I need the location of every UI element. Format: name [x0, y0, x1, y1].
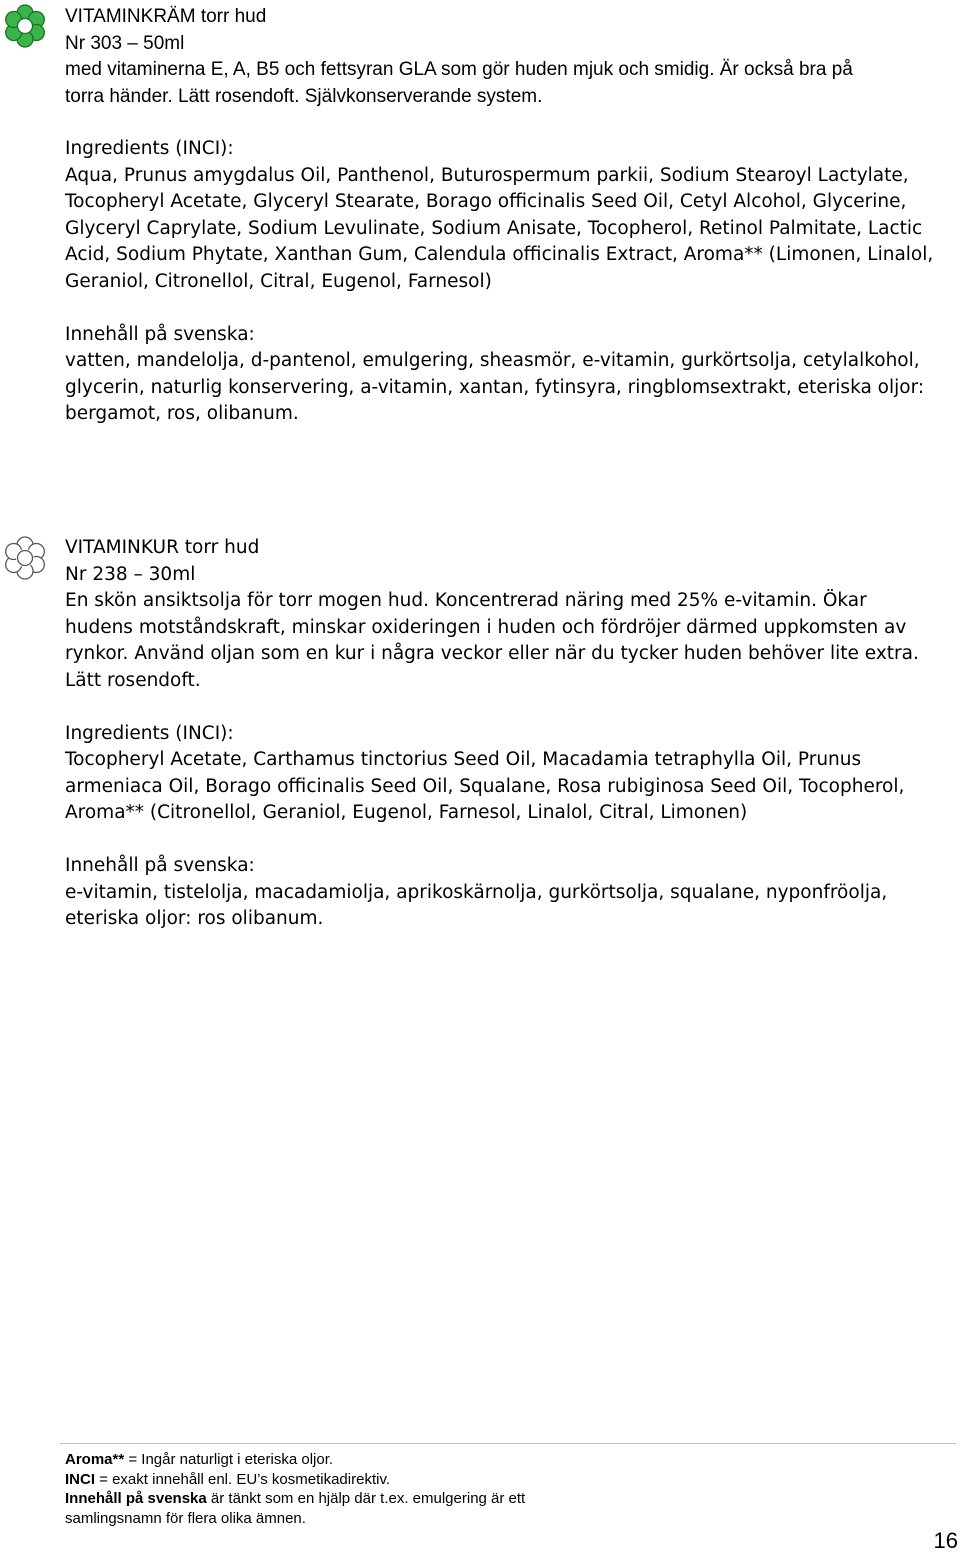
- footnote-text: samlingsnamn för flera olika ämnen.: [65, 1509, 306, 1527]
- description-line: En skön ansiktsolja för torr mogen hud. Koncentrerad näring med 25% e-vitamin. Ökar: [65, 590, 867, 611]
- ingredients-line: Aqua, Prunus amygdalus Oil, Panthenol, Buturospermum parkii, Sodium Stearoyl Lactylate,: [65, 164, 909, 186]
- description-line: torra händer. Lätt rosendoft. Självkonserverande system.: [65, 85, 543, 107]
- swedish-line: bergamot, ros, olibanum.: [65, 403, 299, 424]
- product-number: Nr 303 – 50ml: [65, 32, 185, 54]
- footnote-text: = Ingår naturligt i eteriska oljor.: [124, 1451, 334, 1468]
- footnote-term: INCI: [65, 1470, 95, 1488]
- ingredients-line: Acid, Sodium Phytate, Xanthan Gum, Calendula officinalis Extract, Aroma** (Limonen, Linalol,: [65, 244, 934, 265]
- ingredients-line: Tocopheryl Acetate, Glyceryl Stearate, Borago officinalis Seed Oil, Cetyl Alcohol, Glycerine,: [65, 191, 907, 212]
- product-title: VITAMINKUR torr hud: [65, 537, 260, 558]
- product-number: Nr 238 – 30ml: [65, 563, 196, 585]
- ingredients-heading: Ingredients (INCI):: [65, 722, 234, 744]
- footnote-svenska: [65, 1489, 665, 1509]
- flower-filled-icon: [2, 3, 48, 49]
- product-title: VITAMINKRÄM torr hud: [65, 6, 267, 27]
- swedish-line: e-vitamin, tistelolja, macadamiolja, aprikoskärnolja, gurkörtsolja, squalane, nyponfröolja,: [65, 881, 888, 903]
- page-number: 16: [933, 1528, 958, 1553]
- footer-divider: [60, 1443, 956, 1444]
- swedish-heading: Innehåll på svenska:: [65, 855, 255, 876]
- swedish-line: glycerin, naturlig konservering, a-vitamin, xantan, fytinsyra, ringblomsextrakt, eteriska oljor:: [65, 376, 925, 398]
- ingredients-line: Geraniol, Citronellol, Citral, Eugenol, Farnesol): [65, 270, 492, 292]
- footnote-term: Aroma**: [65, 1451, 125, 1468]
- product-vitaminkram-ingredients: [65, 136, 955, 428]
- ingredients-line: Glyceryl Caprylate, Sodium Levulinate, Sodium Anisate, Tocopherol, Retinol Palmitate, Lactic: [65, 217, 923, 239]
- description-line: Lätt rosendoft.: [65, 669, 201, 691]
- swedish-heading: Innehåll på svenska:: [65, 323, 255, 345]
- ingredients-line: armeniaca Oil, Borago officinalis Seed Oil, Squalane, Rosa rubiginosa Seed Oil, Tocopherol,: [65, 775, 905, 797]
- description-line: med vitaminerna E, A, B5 och fettsyran GLA som gör huden mjuk och smidig. Är också bra på: [65, 59, 853, 80]
- swedish-line: vatten, mandelolja, d-pantenol, emulgering, sheasmör, e-vitamin, gurkörtsolja, cetylalkohol,: [65, 350, 920, 371]
- ingredients-line: Aroma** (Citronellol, Geraniol, Eugenol, Farnesol, Linalol, Citral, Limonen): [65, 802, 748, 823]
- product-vitaminkram: [65, 4, 955, 110]
- footnote-continued: [65, 1509, 665, 1529]
- description-line: hudens motståndskraft, minskar oxideringen i huden och fördröjer därmed uppkomsten av: [65, 616, 907, 638]
- footnote-text: är tänkt som en hjälp där t.ex. emulgering är ett: [206, 1490, 526, 1507]
- ingredients-heading: Ingredients (INCI):: [65, 138, 234, 159]
- swedish-line: eteriska oljor: ros olibanum.: [65, 908, 324, 929]
- footnote-text: = exakt innehåll enl. EU’s kosmetikadirektiv.: [95, 1470, 390, 1488]
- footnote-term: Innehåll på svenska: [65, 1490, 207, 1507]
- footnote-inci: [65, 1470, 665, 1490]
- product-vitaminkur: [65, 535, 955, 933]
- flower-outline-icon: [2, 535, 48, 581]
- ingredients-line: Tocopheryl Acetate, Carthamus tinctorius Seed Oil, Macadamia tetraphylla Oil, Prunus: [65, 749, 862, 770]
- footnote-aroma: [65, 1450, 665, 1470]
- footer-notes: [65, 1450, 665, 1528]
- description-line: rynkor. Använd oljan som en kur i några veckor eller när du tycker huden behöver lite extra.: [65, 643, 919, 664]
